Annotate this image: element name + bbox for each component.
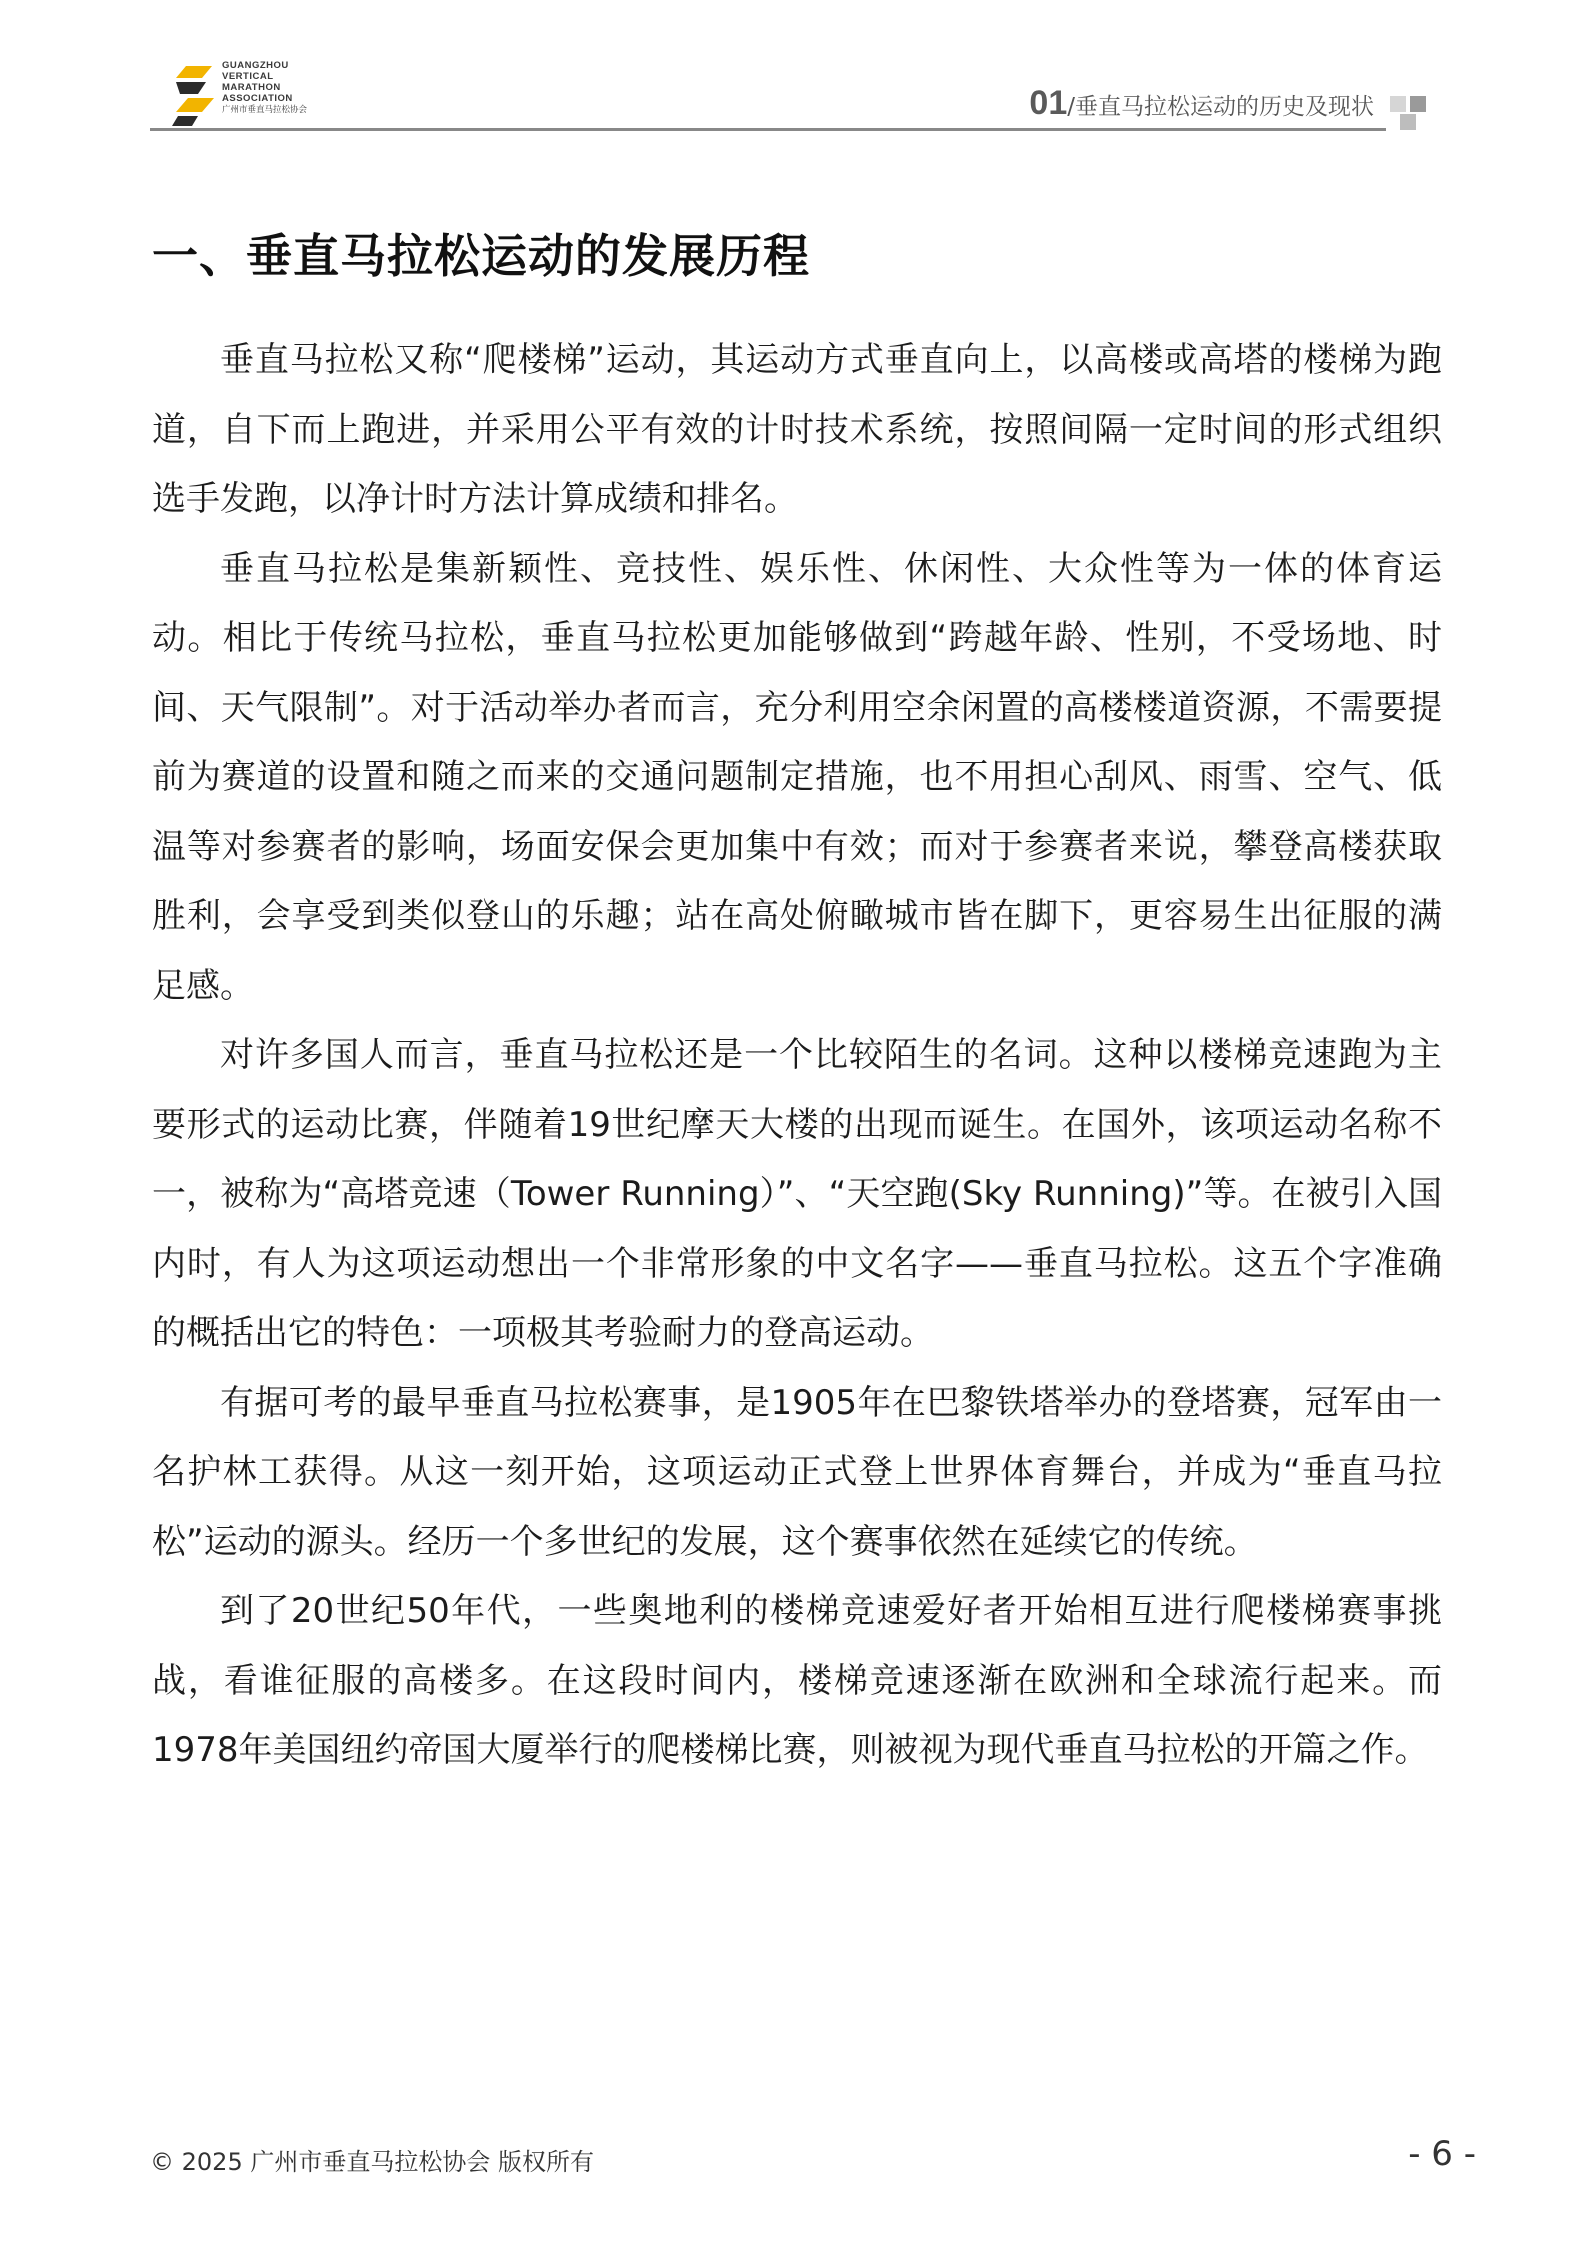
section-title: 一、垂直马拉松运动的发展历程 [152, 229, 810, 283]
copyright-notice: © 2025 广州市垂直马拉松协会 版权所有 [150, 2148, 594, 2176]
paragraph: 对许多国人而言，垂直马拉松还是一个比较陌生的名词。这种以楼梯竞速跑为主要形式的运动比赛，伴随着19世纪摩天大楼的出现而诞生。在国外，该项运动名称不一，被称为“高塔竞速（Tower Running）”、“天空跑(Sky Running)”等。在被引入国内时，有人为这项运动想出一个非常形象的中文名字——垂直马拉松。这五个字准确的概括出它的特色：一项极其考验耐力的登高运动。 [152, 1035, 1442, 1353]
logo-line: GUANGZHOU [222, 60, 289, 71]
logo-line: VERTICAL [222, 71, 274, 82]
page-number: - 6 - [1408, 2134, 1476, 2174]
corner-squares-icon [1390, 96, 1440, 132]
paragraph: 有据可考的最早垂直马拉松赛事，是1905年在巴黎铁塔举办的登塔赛，冠军由一名护林工获得。从这一刻开始，这项运动正式登上世界体育舞台，并成为“垂直马拉松”运动的源头。经历一个多世纪的发展，这个赛事依然在延续它的传统。 [152, 1382, 1442, 1562]
paragraph: 到了20世纪50年代，一些奥地利的楼梯竞速爱好者开始相互进行爬楼梯赛事挑战，看谁征服的高楼多。在这段时间内，楼梯竞速逐渐在欧洲和全球流行起来。而1978年美国纽约帝国大厦举行的爬楼梯比赛，则被视为现代垂直马拉松的开篇之作。 [152, 1591, 1442, 1770]
logo-chinese-name: 广州市垂直马拉松协会 [222, 104, 308, 114]
paragraph: 垂直马拉松是集新颖性、竞技性、娱乐性、休闲性、大众性等为一体的体育运动。相比于传统马拉松，垂直马拉松更加能够做到“跨越年龄、性别，不受场地、时间、天气限制”。对于活动举办者而言，充分利用空余闲置的高楼楼道资源，不需要提前为赛道的设置和随之而来的交通问题制定措施，也不用担心刮风、雨雪、空气、低温等对参赛者的影响，场面安保会更加集中有效；而对于参赛者来说，攀登高楼获取胜利，会享受到类似登山的乐趣；站在高处俯瞰城市皆在脚下，更容易生出征服的满足感。 [152, 548, 1442, 1006]
logo-line: MARATHON [222, 82, 281, 93]
article-body [152, 326, 1442, 1786]
paragraph: 垂直马拉松又称“爬楼梯”运动，其运动方式垂直向上，以高楼或高塔的楼梯为跑道，自下而上跑进，并采用公平有效的计时技术系统，按照间隔一定时间的形式组织选手发跑，以净计时方法计算成绩和排名。 [152, 340, 1442, 519]
header-divider [150, 128, 1386, 131]
logo-wordmark [222, 60, 307, 115]
chapter-number: 01 [1029, 84, 1068, 122]
logo-line: ASSOCIATION [222, 93, 293, 104]
chapter-heading [1029, 84, 1374, 123]
chapter-title: /垂直马拉松运动的历史及现状 [1067, 94, 1374, 120]
